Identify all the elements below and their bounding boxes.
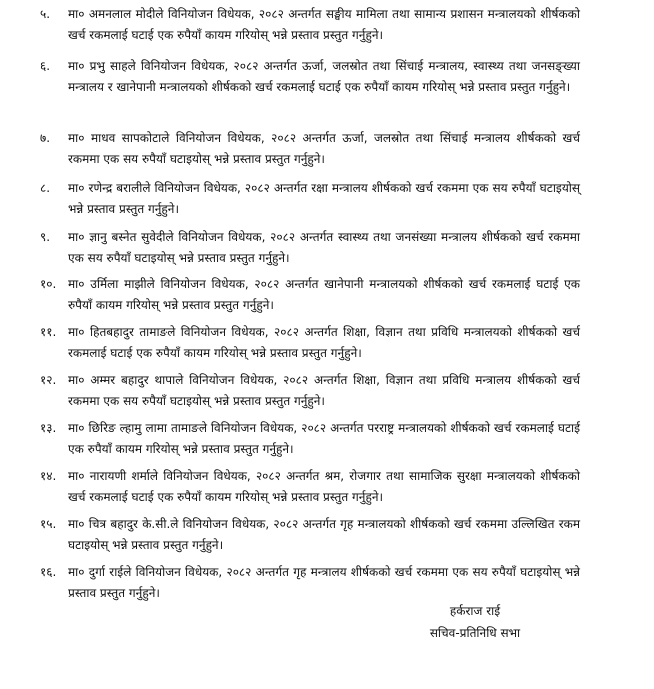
list-item — [40, 178, 580, 220]
item-text: मा० चित्र बहादुर के.सी.ले विनियोजन विधेयक, २०८२ अन्तर्गत गृह मन्त्रालयको शीर्षकको खर्च रकममा उल्लिखित रकम घटाइयोस् भन्ने प्रस्ताव प्रस्तुत गर्नुहुने। — [68, 517, 580, 552]
list-item — [40, 514, 580, 556]
list-item — [40, 274, 580, 316]
item-text: मा० नारायणी शर्माले विनियोजन विधेयक, २०८२ अन्तर्गत श्रम, रोजगार तथा सामाजिक सुरक्षा मन्त्रालयको शीर्षकको खर्च रकमलाई घटाई एक रुपैयाँ कायम गरियोस् भन्ने प्रस्ताव प्रस्तुत गर्नुहुने। — [68, 469, 580, 504]
item-number: ५. — [40, 7, 51, 21]
item-text: मा० उर्मिला माझीले विनियोजन विधेयक, २०८२ अन्तर्गत खानेपानी मन्त्रालयको शीर्षकको खर्च रकमलाई घटाई एक रुपैयाँ कायम गरियोस् भन्ने प्रस्ताव प्रस्तुत गर्नुहुने। — [68, 277, 580, 312]
item-number: १६. — [40, 565, 57, 579]
list-item — [40, 418, 580, 460]
item-text: मा० हितबहादुर तामाङले विनियोजन विधेयक, २०८२ अन्तर्गत शिक्षा, विज्ञान तथा प्रविधि मन्त्रालयको शीर्षकको खर्च रकमलाई घटाई एक रुपैयाँ कायम गरियोस् भन्ने प्रस्ताव प्रस्तुत गर्नुहुने। — [68, 325, 580, 360]
item-number: ११. — [40, 325, 57, 339]
item-text: मा० छिरिङ ल्हामु लामा तामाङले विनियोजन विधेयक, २०८२ अन्तर्गत परराष्ट्र मन्त्रालयको शीर्षकको खर्च रकमलाई घटाई एक रुपैयाँ कायम गरियोस् भन्ने प्रस्ताव प्रस्तुत गर्नुहुने। — [68, 421, 580, 456]
list-item — [40, 370, 580, 412]
list-item — [40, 322, 580, 364]
item-number: ८. — [40, 181, 51, 195]
item-text: मा० रणेन्द्र बरालीले विनियोजन विधेयक, २०८२ अन्तर्गत रक्षा मन्त्रालय शीर्षकको खर्च रकममा एक सय रुपैयाँ घटाइयोस् भन्ने प्रस्ताव प्रस्तुत गर्नुहुने। — [68, 181, 580, 216]
signature-block — [405, 600, 545, 644]
item-number: ६. — [40, 59, 51, 73]
list-item — [40, 466, 580, 508]
item-number: ७. — [40, 131, 51, 145]
item-number: १३. — [40, 421, 57, 435]
item-number: ९. — [40, 230, 51, 244]
item-text: मा० प्रभु साहले विनियोजन विधेयक, २०८२ अन्तर्गत ऊर्जा, जलस्रोत तथा सिंचाई मन्त्रालय, स्वास्थ्य तथा जनसङ्ख्या मन्त्रालय र खानेपानी मन्त्रालयको शीर्षकको खर्च रकमलाई घटाई एक रुपैयाँ कायम गरियोस् भन्ने प्रस्ताव प्रस्तुत गर्नुहुने। — [68, 59, 580, 94]
list-item — [40, 562, 580, 604]
item-number: १२. — [40, 373, 57, 387]
item-number: १५. — [40, 517, 57, 531]
signatory-name: हर्कराज राई — [449, 604, 501, 618]
list-item — [40, 4, 580, 46]
item-text: मा० माधव सापकोटाले विनियोजन विधेयक, २०८२ अन्तर्गत ऊर्जा, जलस्रोत तथा सिंचाई मन्त्रालय शीर्षकको खर्च रकममा एक सय रुपैयाँ घटाइयोस् भन्ने प्रस्ताव प्रस्तुत गर्नुहुने। — [68, 131, 580, 166]
item-text: मा० दुर्गा राईले विनियोजन विधेयक, २०८२ अन्तर्गत गृह मन्त्रालय शीर्षकको खर्च रकममा एक सय रुपैयाँ घटाइयोस् भन्ने प्रस्ताव प्रस्तुत गर्नुहुने। — [68, 565, 580, 600]
item-text: मा० अमनलाल मोदीले विनियोजन विधेयक, २०८२ अन्तर्गत सङ्घीय मामिला तथा सामान्य प्रशासन मन्त्रालयको शीर्षकको खर्च रकमलाई घटाई एक रुपैयाँ कायम गरियोस् भन्ने प्रस्ताव प्रस्तुत गर्नुहुने। — [68, 7, 580, 42]
item-number: १४. — [40, 469, 57, 483]
item-text: मा० ज्ञानु बस्नेत सुवेदीले विनियोजन विधेयक, २०८२ अन्तर्गत स्वास्थ्य तथा जनसंख्या मन्त्रालय शीर्षकको खर्च रकममा एक सय रुपैयाँ घटाइयोस् भन्ने प्रस्ताव प्रस्तुत गर्नुहुने। — [68, 230, 580, 265]
list-item — [40, 227, 580, 269]
list-item — [40, 128, 580, 170]
signatory-title: सचिव-प्रतिनिधि सभा — [429, 626, 521, 640]
item-number: १०. — [40, 277, 57, 291]
list-item — [40, 56, 580, 98]
item-text: मा० अम्मर बहादुर थापाले विनियोजन विधेयक, २०८२ अन्तर्गत शिक्षा, विज्ञान तथा प्रविधि मन्त्रालय शीर्षकको खर्च रकममा एक सय रुपैयाँ घटाइयोस् भन्ने प्रस्ताव प्रस्तुत गर्नुहुने। — [68, 373, 580, 408]
